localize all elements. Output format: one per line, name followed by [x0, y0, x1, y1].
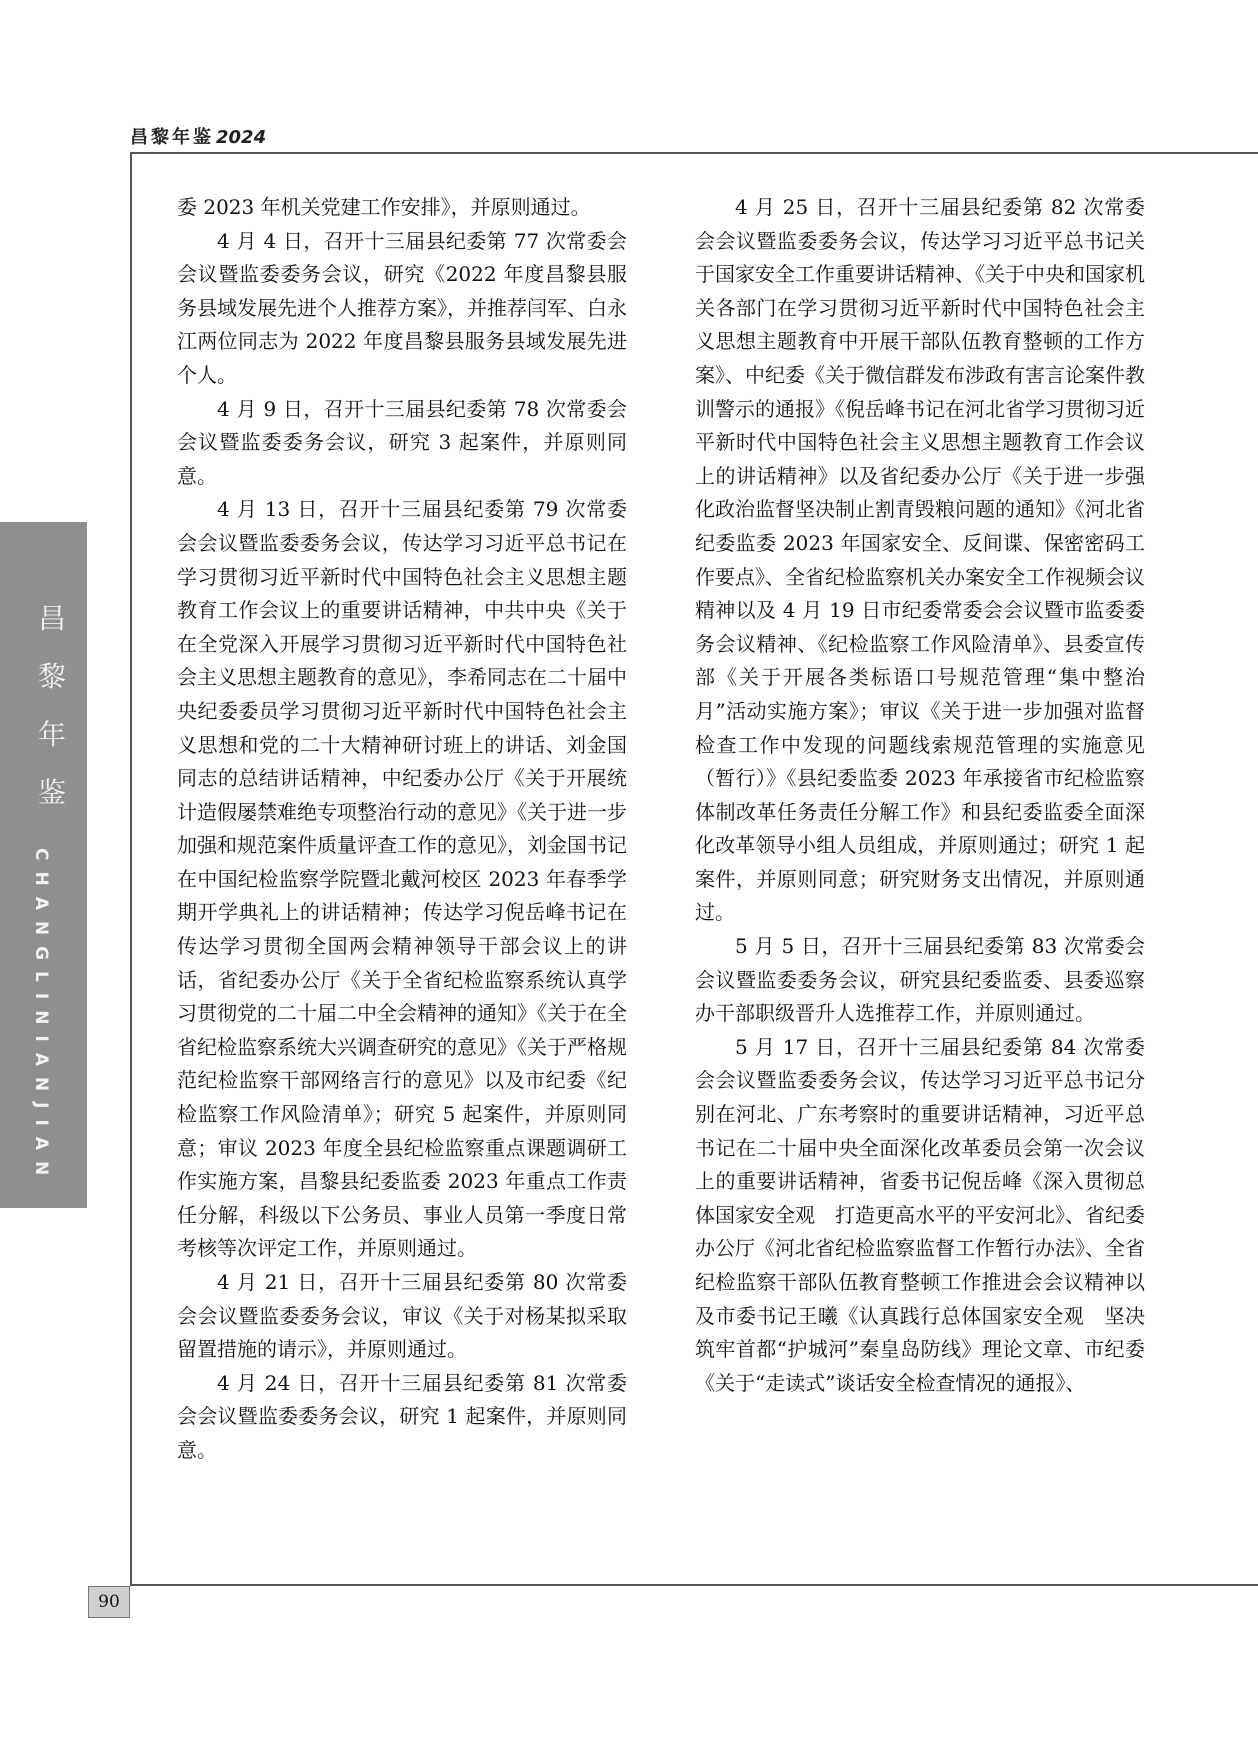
paragraph: 5 月 5 日，召开十三届县纪委第 83 次常委会会议暨监委委务会议，研究县纪委监委、县委巡察办干部职级晋升人选推荐工作，并原则通过。 [695, 934, 1145, 1026]
paragraph: 委 2023 年机关党建工作安排》，并原则通过。 [177, 195, 591, 219]
frame-left-rule [130, 152, 132, 1585]
right-column [695, 191, 1145, 1400]
side-tab-title [32, 590, 72, 822]
paragraph: 4 月 9 日，召开十三届县纪委第 78 次常委会会议暨监委委务会议，研究 3 起案件，并原则同意。 [177, 396, 627, 488]
paragraph: 4 月 25 日，召开十三届县纪委第 82 次常委会会议暨监委委务会议，传达学习习近平总书记关于国家安全工作重要讲话精神、《关于中央和国家机关各部门在学习贯彻习近平新时代中国特色社会主义思想主题教育中开展干部队伍教育整顿的工作方案》、中纪委《关于微信群发布涉政有害言论案件教训警示的通报》《倪岳峰书记在河北省学习贯彻习近平新时代中国特色社会主义思想主题教育工作会议上的讲话精神》以及省纪委办公厅《关于进一步强化政治监督坚决制止割青毁粮问题的通知》《河北省纪委监委 2023 年国家安全、反间谍、保密密码工作要点》、全省纪检监察机关办案安全工作视频会议精神以及 4 月 19 日市纪委常委会会议暨市监委委务会议精神、《纪检监察工作风险清单》、县委宣传部《关于开展各类标语口号规范管理“集中整治月”活动实施方案》；审议《关于进一步加强对监督检查工作中发现的问题线索规范管理的实施意见（暂行）》《县纪委监委 2023 年承接省市纪检监察体制改革任务责任分解工作》和县纪委监委全面深化改革领导小组人员组成，并原则通过；研究 1 起案件，并原则同意；研究财务支出情况，并原则通过。 [695, 195, 1145, 925]
paragraph: 4 月 4 日，召开十三届县纪委第 77 次常委会会议暨监委委务会议，研究《2022 年度昌黎县服务县域发展先进个人推荐方案》，并推荐闫军、白永江两位同志为 2022 年度昌黎县服务县域发展先进个人。 [177, 228, 627, 387]
paragraph: 5 月 17 日，召开十三届县纪委第 84 次常委会会议暨监委委务会议，传达学习习近平总书记分别在河北、广东考察时的重要讲话精神，习近平总书记在二十届中央全面深化改革委员会第一次会议上的重要讲话精神，省委书记倪岳峰《深入贯彻总体国家安全观 打造更高水平的平安河北》、省纪委办公厅《河北省纪检监察监督工作暂行办法》、全省纪检监察干部队伍教育整顿工作推进会会议精神以及市委书记王曦《认真践行总体国家安全观 坚决筑牢首都“护城河”秦皇岛防线》理论文章、市纪委《关于“走读式”谈话安全检查情况的通报》、 [695, 1034, 1145, 1395]
footer-rule [130, 1584, 1258, 1586]
side-tab-char: 年 [37, 718, 66, 751]
side-tab-char: 黎 [37, 660, 66, 693]
header-rule [130, 152, 1258, 154]
running-head [130, 123, 266, 149]
paragraph: 4 月 21 日，召开十三届县纪委第 80 次常委会会议暨监委委务会议，审议《关于对杨某拟采取留置措施的请示》，并原则通过。 [177, 1270, 627, 1362]
side-tab-char: 鉴 [37, 776, 66, 809]
side-tab-pinyin: CHANGLINIANJIAN [31, 848, 51, 1187]
left-column [177, 191, 627, 1468]
side-tab-char: 昌 [37, 602, 66, 635]
book-year: 2024 [216, 127, 267, 148]
book-title: 昌黎年鉴 [130, 127, 214, 148]
paragraph: 4 月 24 日，召开十三届县纪委第 81 次常委会会议暨监委委务会议，研究 1 起案件，并原则同意。 [177, 1370, 627, 1462]
paragraph: 4 月 13 日，召开十三届县纪委第 79 次常委会会议暨监委委务会议，传达学习习近平总书记在学习贯彻习近平新时代中国特色社会主义思想主题教育工作会议上的重要讲话精神，中共中央《关于在全党深入开展学习贯彻习近平新时代中国特色社会主义思想主题教育的意见》，李希同志在二十届中央纪委委员学习贯彻习近平新时代中国特色社会主义思想和党的二十大精神研讨班上的讲话、刘金国同志的总结讲话精神，中纪委办公厅《关于开展统计造假屡禁难绝专项整治行动的意见》《关于进一步加强和规范案件质量评查工作的意见》，刘金国书记在中国纪检监察学院暨北戴河校区 2023 年春季学期开学典礼上的讲话精神；传达学习倪岳峰书记在传达学习贯彻全国两会精神领导干部会议上的讲话，省纪委办公厅《关于全省纪检监察系统认真学习贯彻党的二十届二中全会精神的通知》《关于在全省纪检监察系统大兴调查研究的意见》《关于严格规范纪检监察干部网络言行的意见》以及市纪委《纪检监察工作风险清单》；研究 5 起案件，并原则同意；审议 2023 年度全县纪检监察重点课题调研工作实施方案，昌黎县纪委监委 2023 年重点工作责任分解，科级以下公务员、事业人员第一季度日常考核等次评定工作，并原则通过。 [177, 497, 627, 1261]
page-number: 90 [88, 1586, 130, 1618]
